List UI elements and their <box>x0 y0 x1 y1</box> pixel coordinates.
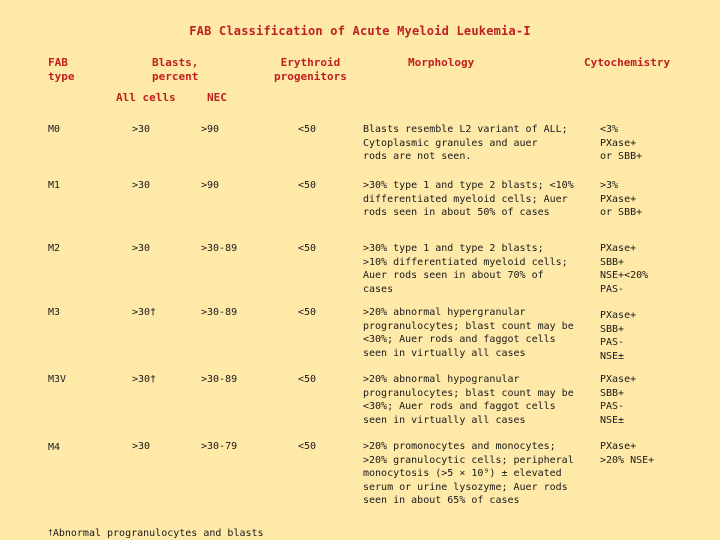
morphology-cell: >30% type 1 and type 2 blasts; >10% differentiated myeloid cells; Auer rods seen in about 70% of cases <box>363 243 568 295</box>
erythroid-cell: <50 <box>298 307 317 318</box>
all-cells-cell: >30 <box>132 124 151 135</box>
cytochemistry-cell: <3% PXase+ or SBB+ <box>600 124 643 163</box>
fab-type-cell: M3 <box>48 307 61 318</box>
cytochemistry-cell: PXase+ SBB+ NSE+<20% PAS- <box>600 243 649 295</box>
morphology-cell: >20% abnormal hypogranular progranulocytes; blast count may be <30%; Auer rods and faggot cells seen in virtually all cases <box>363 374 574 426</box>
morphology-cell: Blasts resemble L2 variant of ALL; Cytoplasmic granules and auer rods are not seen. <box>363 124 568 163</box>
all-cells-cell: >30† <box>132 374 157 385</box>
nec-cell: >90 <box>201 180 220 191</box>
footnote <box>48 528 264 539</box>
subheader-all-cells: All cells <box>116 91 176 104</box>
fab-type-cell: M4 <box>48 442 61 453</box>
erythroid-cell: <50 <box>298 374 317 385</box>
erythroid-cell: <50 <box>298 180 317 191</box>
morphology-cell: >20% abnormal hypergranular progranulocytes; blast count may be <30%; Auer rods and faggot cells seen in virtually all cases <box>363 307 574 359</box>
morphology-cell: >20% promonocytes and monocytes; >20% granulocytic cells; peripheral monocytosis (>5 × 10⁹) ± elevated serum or urine lysozyme; Auer rods seen in about 65% of cases <box>363 441 574 507</box>
header-morphology: Morphology <box>408 56 475 69</box>
fab-type-cell: M0 <box>48 124 61 135</box>
cytochemistry-cell: >3% PXase+ or SBB+ <box>600 180 643 219</box>
cytochemistry-cell: PXase+ SBB+ PAS- NSE± <box>600 374 637 426</box>
erythroid-cell: <50 <box>298 124 317 135</box>
dagger-symbol: † <box>48 528 53 537</box>
nec-cell: >30-89 <box>201 243 238 254</box>
subheader-nec: NEC <box>207 91 227 104</box>
cytochemistry-cell: PXase+ >20% NSE+ <box>600 441 655 466</box>
cytochemistry-cell: PXase+ SBB+ PAS- NSE± <box>600 310 637 362</box>
all-cells-cell: >30 <box>132 243 151 254</box>
all-cells-cell: >30† <box>132 307 157 318</box>
erythroid-cell: <50 <box>298 243 317 254</box>
header-cytochemistry: Cytochemistry <box>584 56 671 69</box>
all-cells-cell: >30 <box>132 180 151 191</box>
fab-type-cell: M1 <box>48 180 61 191</box>
page-title: FAB Classification of Acute Myeloid Leukemia-I <box>189 24 531 38</box>
fab-type-cell: M2 <box>48 243 61 254</box>
nec-cell: >30-89 <box>201 307 238 318</box>
nec-cell: >90 <box>201 124 220 135</box>
nec-cell: >30-79 <box>201 441 238 452</box>
fab-type-cell: M3V <box>48 374 67 385</box>
nec-cell: >30-89 <box>201 374 238 385</box>
erythroid-cell: <50 <box>298 441 317 452</box>
footnote-text: Abnormal progranulocytes and blasts <box>52 528 264 539</box>
header-erythroid: Erythroid progenitors <box>274 56 347 83</box>
all-cells-cell: >30 <box>132 441 151 452</box>
morphology-cell: >30% type 1 and type 2 blasts; <10% differentiated myeloid cells; Auer rods seen in about 50% of cases <box>363 180 574 219</box>
header-blasts-percent: Blasts, percent <box>152 56 199 83</box>
header-fab-type: FAB type <box>48 56 75 83</box>
